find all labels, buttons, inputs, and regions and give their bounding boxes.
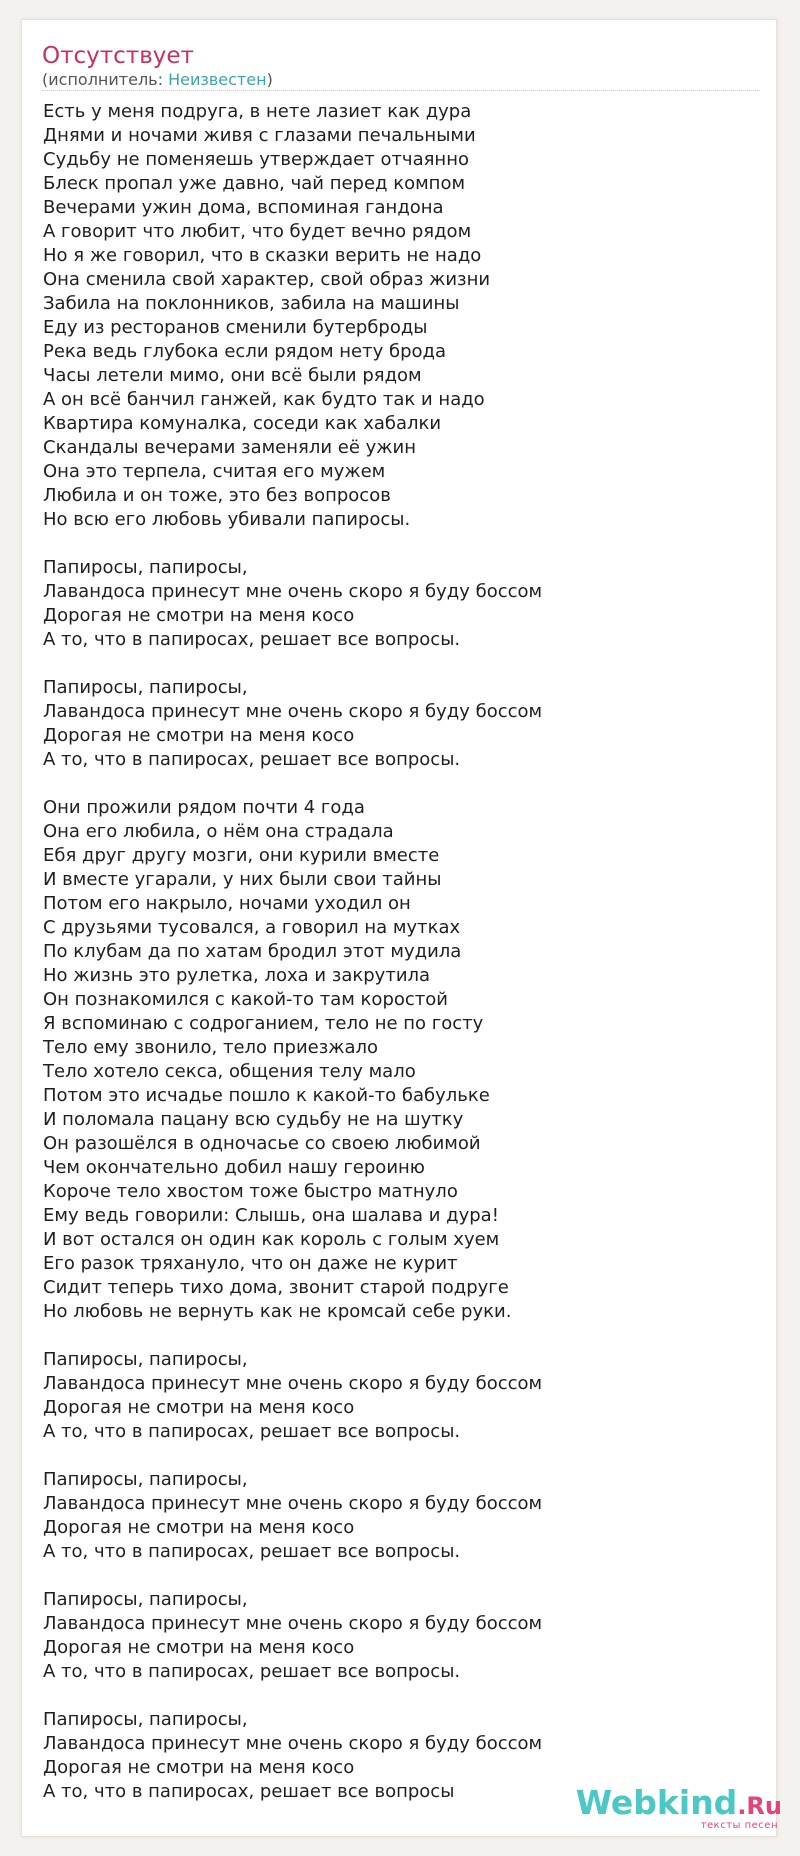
lyric-line: И вместе угарали, у них были свои тайны bbox=[43, 869, 442, 890]
lyric-line: И вот остался он один как король с голым хуем bbox=[43, 1229, 500, 1250]
lyric-line: Часы летели мимо, они всё были рядом bbox=[43, 365, 422, 386]
lyric-line: Забила на поклонников, забила на машины bbox=[43, 293, 460, 314]
lyric-line: Он разошёлся в одночасье со своею любимой bbox=[43, 1133, 481, 1154]
lyric-line: А то, что в папиросах, решает все вопросы. bbox=[43, 1541, 461, 1562]
lyric-line: Но я же говорил, что в сказки верить не надо bbox=[43, 245, 482, 266]
lyric-line: Она сменила свой характер, свой образ жизни bbox=[43, 269, 491, 290]
lyric-line: Вечерами ужин дома, вспоминая гандона bbox=[43, 197, 444, 218]
lyric-line: А говорит что любит, что будет вечно рядом bbox=[43, 221, 472, 242]
artist-link[interactable]: Неизвестен bbox=[168, 70, 267, 89]
lyric-line: Любила и он тоже, это без вопросов bbox=[43, 485, 391, 506]
lyric-line: Но жизнь это рулетка, лоха и закрутила bbox=[43, 965, 431, 986]
lyric-line: Лавандоса принесут мне очень скоро я буду боссом bbox=[43, 581, 543, 602]
lyric-line: Лавандоса принесут мне очень скоро я буду боссом bbox=[43, 701, 543, 722]
lyric-line: Но всю его любовь убивали папиросы. bbox=[43, 509, 411, 530]
lyric-line: Лавандоса принесут мне очень скоро я буду боссом bbox=[43, 1613, 543, 1634]
logo-name: Webkind bbox=[575, 1783, 738, 1822]
artist-prefix: (исполнитель: bbox=[42, 70, 169, 89]
logo-tld: .Ru bbox=[737, 1792, 782, 1820]
stanza-gap bbox=[43, 1444, 763, 1468]
lyric-line: Но любовь не вернуть как не кромсай себе руки. bbox=[43, 1301, 512, 1322]
lyric-line: Папиросы, папиросы, bbox=[43, 1709, 248, 1730]
artist-line bbox=[42, 70, 273, 90]
logo-tagline: тексты песен bbox=[700, 1820, 778, 1831]
lyrics-body bbox=[43, 100, 763, 1804]
lyric-line: Ебя друг другу мозги, они курили вместе bbox=[43, 845, 440, 866]
lyric-line: Лавандоса принесут мне очень скоро я буду боссом bbox=[43, 1733, 543, 1754]
lyric-line: Я вспоминаю с содроганием, тело не по госту bbox=[43, 1013, 484, 1034]
lyric-line: Дорогая не смотри на меня косо bbox=[43, 1757, 355, 1778]
lyric-line: Сидит теперь тихо дома, звонит старой подруге bbox=[43, 1277, 509, 1298]
lyric-line: А то, что в папиросах, решает все вопросы. bbox=[43, 749, 461, 770]
lyric-line: Лавандоса принесут мне очень скоро я буду боссом bbox=[43, 1373, 543, 1394]
lyric-line: Судьбу не поменяешь утверждает отчаянно bbox=[43, 149, 469, 170]
lyric-line: Тело хотело секса, общения телу мало bbox=[43, 1061, 416, 1082]
lyric-line: Она его любила, о нём она страдала bbox=[43, 821, 394, 842]
stanza-gap bbox=[43, 532, 763, 556]
stanza-gap bbox=[43, 652, 763, 676]
lyric-line: Они прожили рядом почти 4 года bbox=[43, 797, 365, 818]
lyric-line: А то, что в папиросах, решает все вопросы bbox=[43, 1781, 455, 1802]
lyric-line: Она это терпела, считая его мужем bbox=[43, 461, 386, 482]
lyric-line: Папиросы, папиросы, bbox=[43, 1349, 248, 1370]
lyric-line: Его разок тряхануло, что он даже не курит bbox=[43, 1253, 458, 1274]
lyric-line: А то, что в папиросах, решает все вопросы. bbox=[43, 629, 461, 650]
stanza-gap bbox=[43, 1564, 763, 1588]
logo-wordmark bbox=[576, 1784, 782, 1825]
lyric-line: Потом его накрыло, ночами уходил он bbox=[43, 893, 411, 914]
lyric-line: Скандалы вечерами заменяли её ужин bbox=[43, 437, 416, 458]
lyric-line: Днями и ночами живя с глазами печальными bbox=[43, 125, 476, 146]
lyric-line: Он познакомился с какой-то там коростой bbox=[43, 989, 448, 1010]
title-divider bbox=[42, 90, 760, 91]
lyrics-card bbox=[21, 19, 782, 1837]
lyric-line: Папиросы, папиросы, bbox=[43, 677, 248, 698]
lyric-line: Папиросы, папиросы, bbox=[43, 1589, 248, 1610]
lyric-line: А то, что в папиросах, решает все вопросы. bbox=[43, 1421, 461, 1442]
lyric-line: Есть у меня подруга, в нете лазиет как дура bbox=[43, 101, 472, 122]
lyric-line: Дорогая не смотри на меня косо bbox=[43, 1397, 355, 1418]
lyric-line: А то, что в папиросах, решает все вопросы. bbox=[43, 1661, 461, 1682]
lyric-line: Ему ведь говорили: Слышь, она шалава и дура! bbox=[43, 1205, 499, 1226]
lyric-line: Папиросы, папиросы, bbox=[43, 557, 248, 578]
lyric-line: Короче тело хвостом тоже быстро матнуло bbox=[43, 1181, 458, 1202]
lyric-line: Чем окончательно добил нашу героиню bbox=[43, 1157, 425, 1178]
stanza-gap bbox=[43, 1324, 763, 1348]
song-title: Отсутствует bbox=[42, 43, 194, 69]
lyric-line: Тело ему звонило, тело приезжало bbox=[43, 1037, 379, 1058]
lyric-line: Квартира комуналка, соседи как хабалки bbox=[43, 413, 442, 434]
lyric-line: Потом это исчадье пошло к какой-то бабульке bbox=[43, 1085, 490, 1106]
stanza-gap bbox=[43, 1684, 763, 1708]
lyric-line: И поломала пацану всю судьбу не на шутку bbox=[43, 1109, 464, 1130]
lyric-line: По клубам да по хатам бродил этот мудила bbox=[43, 941, 462, 962]
artist-suffix: ) bbox=[266, 70, 273, 89]
lyric-line: Папиросы, папиросы, bbox=[43, 1469, 248, 1490]
lyric-line: Дорогая не смотри на меня косо bbox=[43, 1517, 355, 1538]
webkind-logo[interactable] bbox=[575, 1783, 782, 1834]
lyric-line: Дорогая не смотри на меня косо bbox=[43, 1637, 355, 1658]
lyric-line: Еду из ресторанов сменили бутерброды bbox=[43, 317, 428, 338]
lyric-line: А он всё банчил ганжей, как будто так и надо bbox=[43, 389, 485, 410]
lyric-line: Блеск пропал уже давно, чай перед компом bbox=[43, 173, 466, 194]
lyric-line: Дорогая не смотри на меня косо bbox=[43, 725, 355, 746]
stanza-gap bbox=[43, 772, 763, 796]
lyric-line: С друзьями тусовался, а говорил на мутках bbox=[43, 917, 461, 938]
lyric-line: Лавандоса принесут мне очень скоро я буду боссом bbox=[43, 1493, 543, 1514]
lyric-line: Дорогая не смотри на меня косо bbox=[43, 605, 355, 626]
lyric-line: Река ведь глубока если рядом нету брода bbox=[43, 341, 446, 362]
